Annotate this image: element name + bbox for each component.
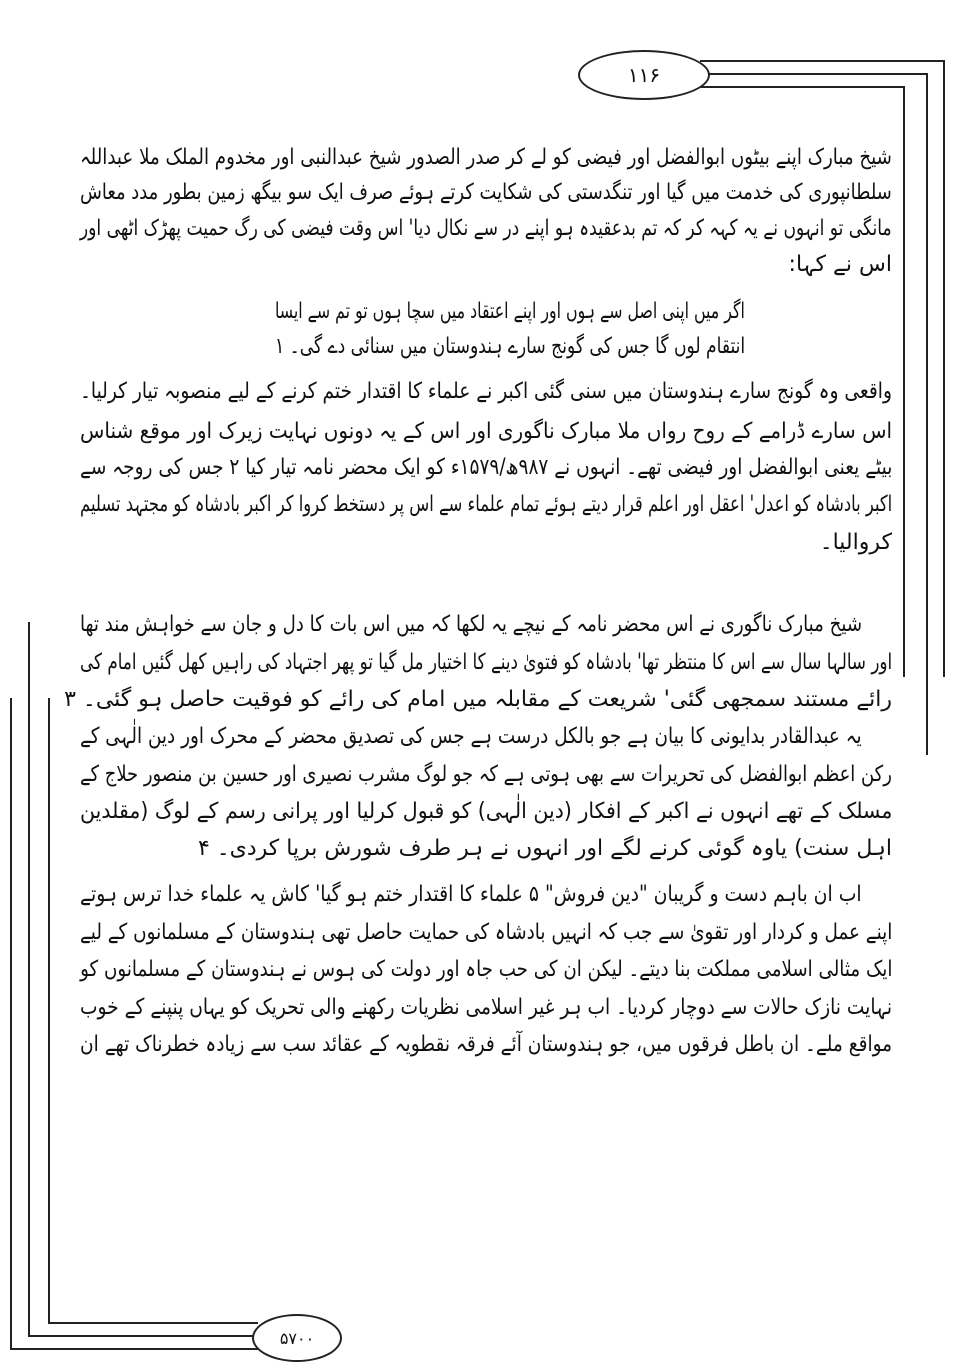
text-line: مواقع ملے۔ ان باطل فرقوں میں، جو ہندوستان آئے فرقہ نقطویہ کے عقائد سب سے زیادہ خطرناک تھے ان: [79, 1032, 892, 1057]
quote-line: اگر میں اپنی اصل سے ہوں اور اپنے اعتقاد میں سچا ہوں تو تم سے ایسا: [275, 299, 745, 324]
text-line: رائے مستند سمجھی گئی' شریعت کے مقابلہ میں امام کی رائے کو فوقیت حاصل ہو گئی۔ ۳: [64, 687, 892, 712]
text-line: کروالیا۔: [819, 530, 892, 555]
text-line: اہل سنت) یاوہ گوئی کرنے لگے اور انہوں نے ہر طرف شورش برپا کردی۔ ۴: [197, 836, 892, 861]
border-line: [700, 86, 905, 88]
text-line: اپنے عمل و کردار اور تقویٰ سے جب کہ انہیں بادشاہ کی حمایت حاصل تھی ہندوستان کے مسلمانوں کے لیے: [79, 920, 892, 945]
text-line: ایک مثالی اسلامی مملکت بنا دیتے۔ لیکن ان کی حب جاہ اور دولت کی ہوس نے ہندوستان کے مسلمانوں کو: [79, 957, 892, 982]
text-line: واقعی وہ گونج سارے ہندوستان میں سنی گئی اکبر نے علماء کا اقتدار ختم کرنے کے لیے منصوبہ تیار کرلیا۔: [80, 379, 892, 404]
text-line: بیٹے یعنی ابوالفضل اور فیضی تھے۔ انہوں نے ۹۸۷ھ/۱۵۷۹ء کو ایک محضر نامہ تیار کیا ۲ جس کی روجہ سے: [79, 455, 892, 480]
border-line: [926, 73, 928, 755]
text-line: مسلک کے تھے انہوں نے اکبر کے افکار (دین الٰہی) کو قبول کرلیا اور پرانی رسم کے لوگ (مقلدین: [79, 799, 892, 824]
border-line: [903, 86, 905, 677]
text-line: یہ عبدالقادر بدایونی کا بیان ہے جو بالکل درست ہے جس کی تصدیق محضر کے محرک اور دین الٰہی کے: [80, 724, 862, 749]
page-number-top-text: ۱۱۶: [627, 63, 661, 87]
text-line: اکبر بادشاہ کو اعدل' اعقل اور اعلم قرار دیتے ہوئے تمام علماء سے اس پر دستخط کروا کر اکبر بادشاہ کو مجتہد تسلیم: [79, 492, 892, 517]
border-line: [28, 1335, 258, 1337]
page-number-bottom: [252, 1314, 342, 1362]
page-number-bottom-text: ۵۷۰۰: [279, 1328, 315, 1348]
text-line: اس نے کہا:: [788, 252, 892, 277]
text-line: اس سارے ڈرامے کے روح رواں ملا مبارک ناگوری اور اس کے یہ دونوں نہایت زیرک اور موقع شناس: [79, 419, 892, 444]
page-number-top: [578, 50, 710, 100]
text-line: رکن اعظم ابوالفضل کی تحریرات سے بھی ہوتی ہے کہ جو لوگ مشرب نصیری اور حسین بن منصور حلاج کے: [80, 762, 892, 787]
border-line: [943, 60, 945, 677]
text-line: سلطانپوری کی خدمت میں گیا اور تنگدستی کی شکایت کرتے ہوئے صرف ایک سو بیگھ زمین بطور مدد معاش: [80, 180, 892, 205]
text-line: اور سالہا سال سے اس کا منتظر تھا' بادشاہ کو فتویٰ دینے کا اختیار مل گیا تو پھر اجتہاد کی راہیں کھل گئیں امام کی: [79, 650, 892, 675]
text-line: نہایت نازک حالات سے دوچار کردیا۔ اب ہر غیر اسلامی نظریات رکھنے والی تحریک کو یہاں پنپنے کے خوب: [79, 995, 892, 1020]
border-line: [10, 1348, 260, 1350]
border-line: [48, 1322, 258, 1324]
text-line: مانگی تو انہوں نے یہ کہہ کر کہ تم بدعقیدہ ہو اپنے در سے نکال دیا' اس وقت فیضی کی رگ حمیت پھڑک اٹھی اور: [80, 216, 892, 241]
quote-line: انتقام لوں گا جس کی گونج سارے ہندوستان میں سنائی دے گی۔ ۱: [274, 334, 745, 359]
text-line: شیخ مبارک اپنے بیٹوں ابوالفضل اور فیضی کو لے کر صدر الصدور شیخ عبدالنبی اور مخدوم الملک ملا عبداللہ: [80, 145, 892, 170]
border-line: [10, 698, 12, 1348]
border-line: [700, 73, 928, 75]
border-line: [700, 60, 945, 62]
text-line: اب ان باہم دست و گریبان "دین فروش" ۵ علماء کا اقتدار ختم ہو گیا' کاش یہ علماء خدا ترس ہوتے: [80, 882, 862, 907]
text-line: شیخ مبارک ناگوری نے اس محضر نامہ کے نیچے یہ لکھا کہ میں اس بات کا دل و جان سے خواہش مند تھا: [79, 612, 862, 637]
